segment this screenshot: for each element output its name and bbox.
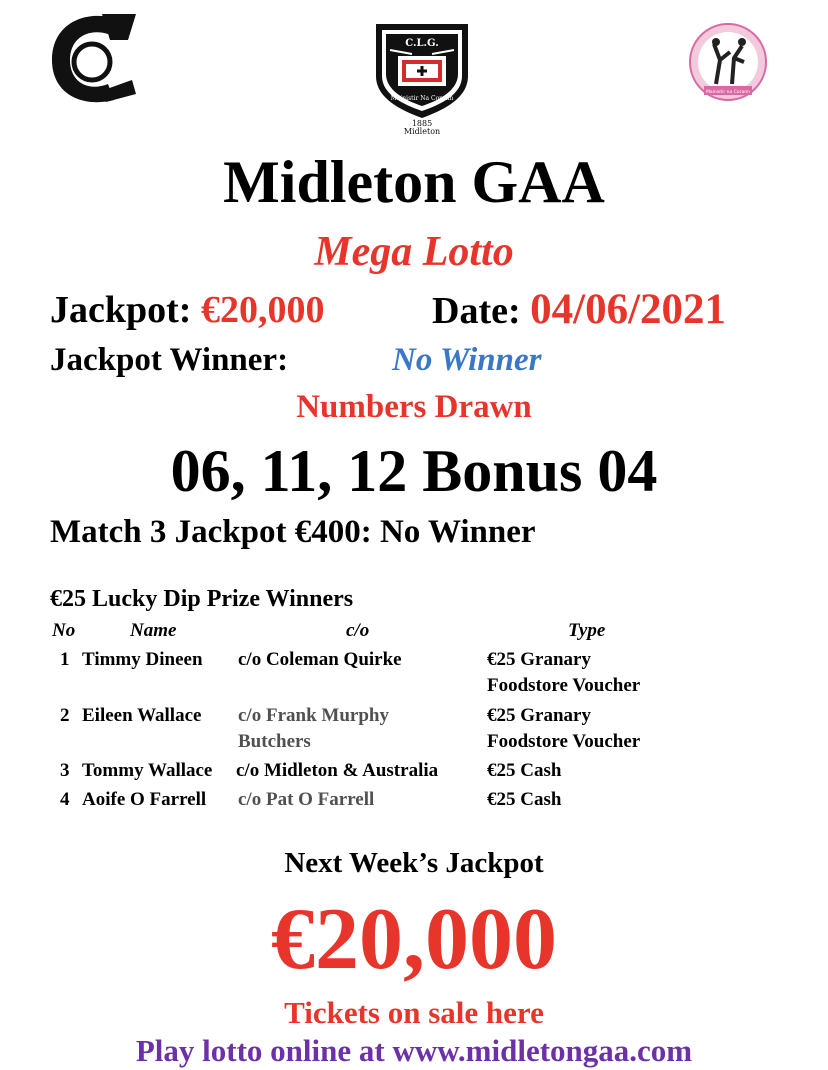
crest-text: C.L.G. bbox=[405, 38, 439, 49]
row-2-co: c/o Frank Murphy bbox=[238, 705, 389, 726]
row-2-co-line-2: Butchers bbox=[238, 731, 311, 752]
row-4-type: €25 Cash bbox=[487, 789, 562, 810]
column-header-co: c/o bbox=[346, 620, 370, 641]
row-2-type-line-2: Foodstore Voucher bbox=[487, 731, 641, 752]
jackpot-line bbox=[50, 286, 324, 334]
row-3-type: €25 Cash bbox=[487, 760, 562, 781]
row-1-co: c/o Coleman Quirke bbox=[238, 649, 402, 670]
row-3-co: c/o Midleton & Australia bbox=[236, 760, 439, 781]
row-1-type-line-2: Foodstore Voucher bbox=[487, 675, 641, 696]
play-online-link[interactable]: Play lotto online at www.midletongaa.com bbox=[135, 1033, 693, 1068]
page-subtitle: Mega Lotto bbox=[314, 229, 514, 275]
page-title: Midleton GAA bbox=[223, 149, 605, 215]
row-3-name: Tommy Wallace bbox=[82, 760, 213, 781]
lucky-dip-title: €25 Lucky Dip Prize Winners bbox=[50, 586, 354, 612]
drawn-numbers: 06, 11, 12 Bonus 04 bbox=[170, 438, 658, 504]
row-2-no: 2 bbox=[60, 705, 70, 726]
next-week-label: Next Week’s Jackpot bbox=[284, 847, 544, 879]
row-4-name: Aoife O Farrell bbox=[82, 789, 207, 810]
camogie-logo bbox=[44, 10, 138, 108]
tickets-on-sale: Tickets on sale here bbox=[284, 995, 544, 1030]
row-1-no: 1 bbox=[60, 649, 70, 670]
jackpot-winner-label: Jackpot Winner: bbox=[50, 342, 289, 378]
jackpot-label: Jackpot: bbox=[50, 289, 201, 331]
numbers-drawn-label: Numbers Drawn bbox=[296, 389, 532, 425]
column-header-name: Name bbox=[130, 620, 177, 641]
jackpot-amount: €20,000 bbox=[200, 289, 325, 331]
draw-date: 04/06/2021 bbox=[530, 286, 727, 333]
jackpot-winner-value: No Winner bbox=[392, 342, 542, 378]
ladies-football-logo bbox=[686, 22, 770, 102]
next-week-amount: €20,000 bbox=[271, 891, 557, 988]
date-label: Date: bbox=[432, 290, 531, 332]
logo-right-text: Mainistir na Corann bbox=[706, 90, 750, 95]
row-4-co: c/o Pat O Farrell bbox=[238, 789, 375, 810]
match3-result: Match 3 Jackpot €400: No Winner bbox=[50, 514, 536, 550]
row-4-no: 4 bbox=[60, 789, 70, 810]
row-1-name: Timmy Dineen bbox=[82, 649, 203, 670]
row-2-type: €25 Granary bbox=[487, 705, 591, 726]
row-1-type: €25 Granary bbox=[487, 649, 591, 670]
row-2-name: Eileen Wallace bbox=[82, 705, 202, 726]
crest-town: Midleton bbox=[403, 127, 441, 136]
row-3-no: 3 bbox=[60, 760, 70, 781]
crest-year: 1885 bbox=[411, 119, 433, 128]
crest-motto: Mainistir Na Corann bbox=[390, 95, 454, 102]
column-header-type: Type bbox=[568, 620, 606, 641]
date-line bbox=[432, 286, 726, 335]
column-header-no: No bbox=[52, 620, 76, 641]
midleton-crest-logo bbox=[372, 20, 472, 136]
